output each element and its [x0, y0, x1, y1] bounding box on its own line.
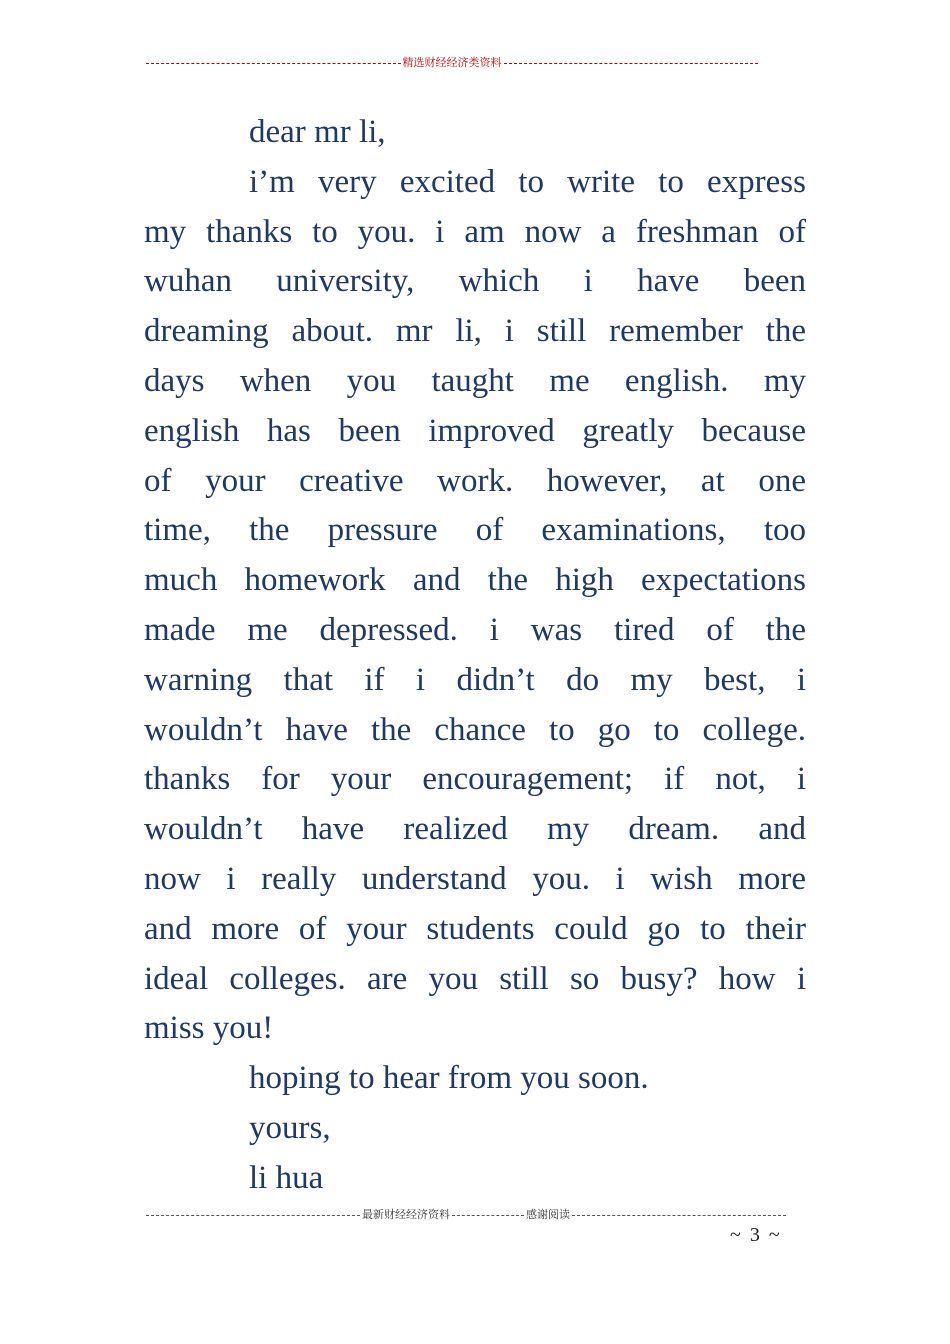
header-label: 精选财经经济类资料 [402, 56, 502, 69]
paragraph-line: thanks for your encouragement; if not, i [144, 761, 806, 798]
paragraph-line: english has been improved greatly because [144, 412, 806, 449]
paragraph-line: wouldn’t have realized my dream. and [144, 811, 806, 848]
letter-body [144, 108, 806, 1204]
paragraph-line: days when you taught me english. my [144, 362, 806, 399]
header-dash-left [146, 63, 401, 64]
paragraph-line: much homework and the high expectations [144, 562, 806, 599]
page-number: ~ 3 ~ [730, 1224, 782, 1246]
paragraph-line: warning that if i didn’t do my best, i [144, 661, 806, 698]
header-rule [146, 56, 758, 70]
footer-dash-middle [452, 1215, 524, 1216]
paragraph-line: ideal colleges. are you still so busy? how i [144, 960, 806, 997]
footer-left-label: 最新财经经济资料 [362, 1208, 450, 1221]
paragraph-line: and more of your students could go to their [144, 910, 806, 947]
paragraph-line: wouldn’t have the chance to go to college. [144, 711, 806, 748]
paragraph-line: of your creative work. however, at one [144, 462, 806, 499]
footer-right-label: 感谢阅读 [526, 1208, 570, 1221]
paragraph-line: now i really understand you. i wish more [144, 860, 806, 897]
header-dash-right [504, 63, 759, 64]
paragraph-line: i’m very excited to write to express [249, 163, 806, 200]
signature: li hua [249, 1159, 324, 1196]
paragraph-line: time, the pressure of examinations, too [144, 512, 806, 549]
footer-dash-right [572, 1215, 786, 1216]
paragraph-line: made me depressed. i was tired of the [144, 611, 806, 648]
paragraph-line: wuhan university, which i have been [144, 263, 806, 300]
footer-rule [146, 1208, 786, 1222]
salutation: dear mr li, [249, 114, 386, 150]
signoff: yours, [249, 1109, 331, 1146]
paragraph-line-last: miss you! [144, 1010, 274, 1047]
paragraph-line: my thanks to you. i am now a freshman of [144, 213, 806, 250]
paragraph-line: dreaming about. mr li, i still remember the [144, 313, 806, 350]
footer-dash-left [146, 1215, 360, 1216]
closing-line: hoping to hear from you soon. [249, 1060, 649, 1097]
